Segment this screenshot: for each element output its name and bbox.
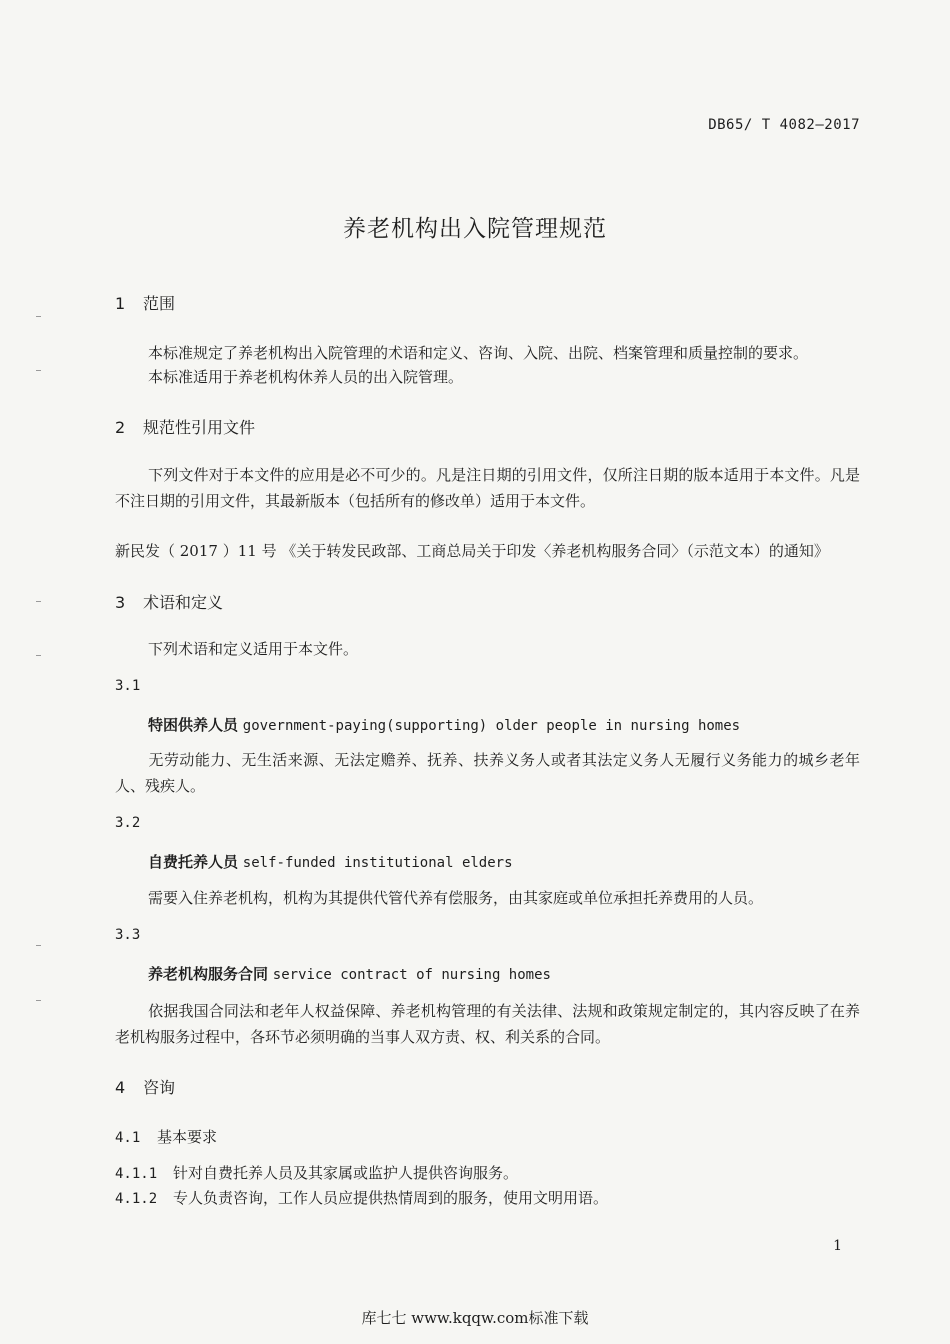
term-en: self-funded institutional elders [242,855,513,871]
term-zh: 特困供养人员 [148,716,239,734]
section-3-paragraph-1 [115,636,860,662]
section-3-heading [115,590,223,613]
term-number: 3.2 [115,815,141,831]
subsection-heading [115,1126,217,1147]
section-2-paragraph-2 [115,512,860,564]
paragraph-text: 依据我国合同法和老年人权益保障、养老机构管理的有关法律、法规和政策规定制定的，其内容反映了在养老机构服务过程中，各环节必须明确的当事人双方责、权、利关系的合同。 [115,1002,860,1046]
section-4-heading [115,1075,175,1098]
section-title: 咨询 [143,1078,176,1097]
paragraph-text: 下列文件对于本文件的应用是必不可少的。凡是注日期的引用文件，仅所注日期的版本适用于本文件。凡是不注日期的引用文件，其最新版本（包括所有的修改单）适用于本文件。 [115,466,860,510]
term-en: service contract of nursing homes [272,967,551,983]
section-2-heading [115,415,255,438]
section-title: 术语和定义 [143,593,224,612]
paragraph-text: 无劳动能力、无生活来源、无法定赡养、抚养、扶养义务人或者其法定义务人无履行义务能力的城乡老年人、残疾人。 [115,751,860,795]
scan-mark [36,655,41,656]
clause-number: 4.1.2 [115,1191,158,1207]
subsection-number: 4.1 [115,1130,141,1146]
term-definition [115,885,860,911]
section-2-paragraph-1 [115,462,860,514]
term-definition [115,747,860,799]
section-1-paragraph-1 [115,340,860,366]
clause-item [115,1187,608,1208]
section-title: 范围 [143,294,176,313]
paragraph-text: 新民发（ 2017 ）11 号 《关于转发民政部、工商总局关于印发〈养老机构服务合同〉（示范文本）的通知》 [115,542,829,560]
section-number: 2 [115,418,126,437]
section-1-heading [115,291,175,314]
term-zh: 自费托养人员 [148,853,239,871]
section-number: 4 [115,1078,126,1097]
section-number: 1 [115,294,126,313]
paragraph-text: 需要入住养老机构，机构为其提供代管代养有偿服务，由其家庭或单位承担托养费用的人员。 [148,889,764,907]
clause-number: 4.1.1 [115,1166,158,1182]
section-number: 3 [115,593,126,612]
scan-mark [36,601,41,602]
term-zh: 养老机构服务合同 [148,965,269,983]
paragraph-text: 本标准规定了养老机构出入院管理的术语和定义、咨询、入院、出院、档案管理和质量控制的要求。 [148,344,809,362]
section-1-paragraph-2 [115,364,860,390]
clause-text: 专人负责咨询，工作人员应提供热情周到的服务，使用文明用语。 [173,1189,609,1207]
scan-mark [36,316,41,317]
term-number: 3.3 [115,927,141,943]
page-number: 1 [833,1238,842,1254]
term-title [148,963,551,984]
term-title [148,714,740,735]
section-title: 规范性引用文件 [143,418,256,437]
paragraph-text: 下列术语和定义适用于本文件。 [148,640,359,658]
clause-text: 针对自费托养人员及其家属或监护人提供咨询服务。 [173,1164,519,1182]
clause-item [115,1162,518,1183]
scan-mark [36,1000,41,1001]
term-title [148,851,513,872]
term-definition [115,998,860,1050]
footer-watermark-text: 库七七 www.kqqw.com标准下载 [361,1309,589,1327]
document-code: DB65/ T 4082—2017 [708,117,860,133]
document-title: 养老机构出入院管理规范 [343,216,607,242]
scan-mark [36,370,41,371]
paragraph-text: 本标准适用于养老机构休养人员的出入院管理。 [148,368,464,386]
subsection-title: 基本要求 [157,1128,218,1146]
scan-mark [36,945,41,946]
term-en: government-paying(supporting) older people in nursing homes [242,718,741,734]
term-number: 3.1 [115,678,141,694]
